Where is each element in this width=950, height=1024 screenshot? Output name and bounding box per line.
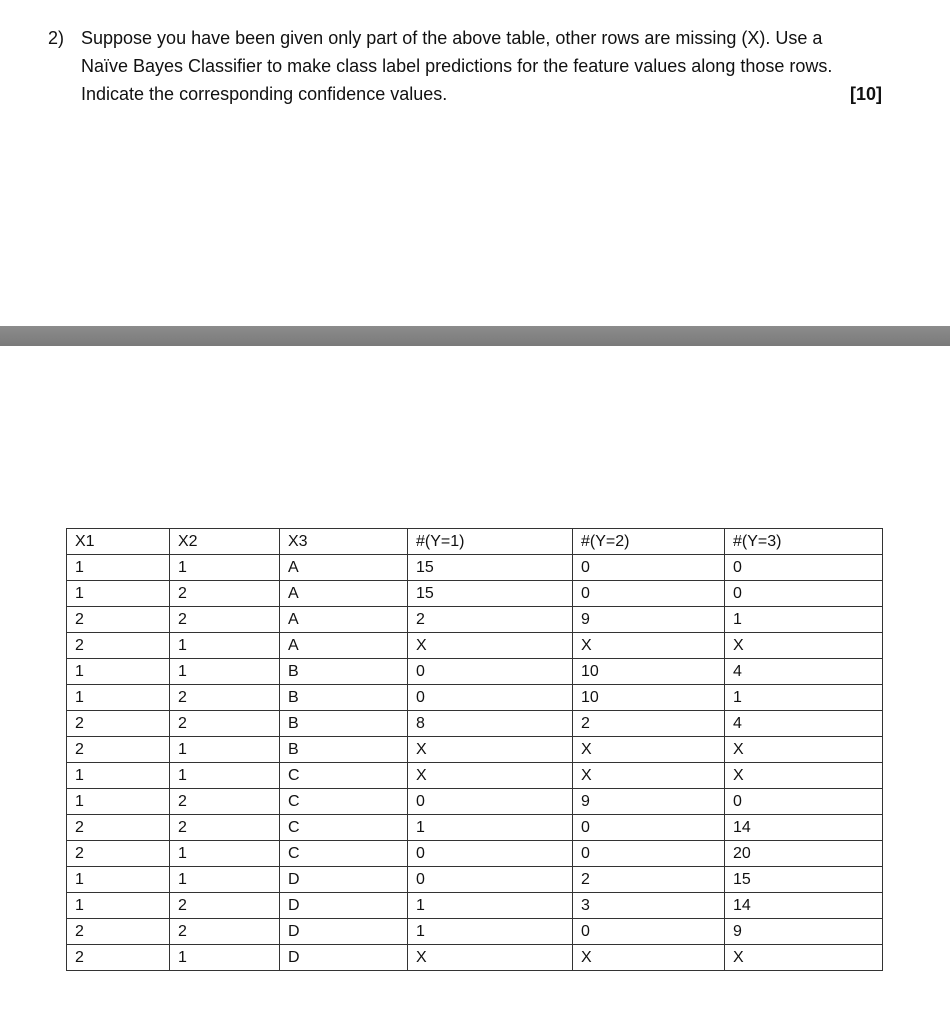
question-text-line-1: Suppose you have been given only part of the above table, other rows are missing (X). Use a <box>81 28 823 48</box>
table-body <box>67 555 883 971</box>
cell-x2: 2 <box>170 893 280 919</box>
cell-x3: A <box>280 555 408 581</box>
cell-x3: D <box>280 919 408 945</box>
cell-x2: 2 <box>170 607 280 633</box>
cell-count-y3: 4 <box>725 711 883 737</box>
cell-count-y3: 4 <box>725 659 883 685</box>
cell-x2: 1 <box>170 633 280 659</box>
cell-x3: C <box>280 763 408 789</box>
cell-x1: 1 <box>67 893 170 919</box>
header-x3: X3 <box>280 529 408 555</box>
table-row <box>67 555 883 581</box>
cell-count-y3: 14 <box>725 893 883 919</box>
header-count-y2: #(Y=2) <box>573 529 725 555</box>
cell-x2: 1 <box>170 555 280 581</box>
cell-x3: C <box>280 841 408 867</box>
table-row <box>67 659 883 685</box>
cell-count-y1: 0 <box>408 789 573 815</box>
table-header-row <box>67 529 883 555</box>
cell-x2: 2 <box>170 789 280 815</box>
cell-x1: 1 <box>67 789 170 815</box>
cell-count-y1: 0 <box>408 841 573 867</box>
header-x2: X2 <box>170 529 280 555</box>
cell-x2: 1 <box>170 763 280 789</box>
cell-x2: 2 <box>170 815 280 841</box>
cell-count-y2: X <box>573 633 725 659</box>
cell-x1: 2 <box>67 607 170 633</box>
cell-count-y3: 14 <box>725 815 883 841</box>
cell-x3: A <box>280 581 408 607</box>
cell-x1: 1 <box>67 581 170 607</box>
header-count-y3: #(Y=3) <box>725 529 883 555</box>
cell-x1: 2 <box>67 633 170 659</box>
cell-count-y1: X <box>408 945 573 971</box>
cell-x3: C <box>280 815 408 841</box>
table-row <box>67 893 883 919</box>
table-row <box>67 607 883 633</box>
cell-count-y2: 3 <box>573 893 725 919</box>
cell-count-y2: 0 <box>573 815 725 841</box>
cell-x2: 2 <box>170 711 280 737</box>
cell-count-y1: 2 <box>408 607 573 633</box>
cell-count-y3: X <box>725 945 883 971</box>
question-number: 2) <box>48 28 65 48</box>
cell-x1: 1 <box>67 659 170 685</box>
cell-count-y3: X <box>725 763 883 789</box>
cell-x2: 2 <box>170 581 280 607</box>
cell-x2: 2 <box>170 919 280 945</box>
cell-count-y1: 15 <box>408 581 573 607</box>
cell-count-y1: 1 <box>408 919 573 945</box>
cell-count-y2: X <box>573 737 725 763</box>
header-x1: X1 <box>67 529 170 555</box>
cell-x2: 1 <box>170 659 280 685</box>
cell-count-y2: 0 <box>573 555 725 581</box>
cell-x1: 2 <box>67 815 170 841</box>
cell-count-y1: X <box>408 737 573 763</box>
cell-count-y3: 15 <box>725 867 883 893</box>
cell-x3: D <box>280 945 408 971</box>
cell-count-y2: 0 <box>573 841 725 867</box>
cell-x3: A <box>280 607 408 633</box>
cell-count-y3: 1 <box>725 607 883 633</box>
table-row <box>67 685 883 711</box>
cell-count-y2: 10 <box>573 659 725 685</box>
table-row <box>67 841 883 867</box>
data-table <box>66 528 883 971</box>
cell-x1: 1 <box>67 685 170 711</box>
cell-x2: 1 <box>170 867 280 893</box>
cell-x1: 1 <box>67 867 170 893</box>
cell-count-y3: 0 <box>725 581 883 607</box>
section-divider <box>0 326 950 346</box>
question-marks: [10] <box>849 84 882 104</box>
table-row <box>67 867 883 893</box>
cell-x1: 2 <box>67 841 170 867</box>
cell-count-y1: 8 <box>408 711 573 737</box>
table-row <box>67 737 883 763</box>
question-text-line-2: Naïve Bayes Classifier to make class label predictions for the feature values along those rows. <box>81 56 833 76</box>
table-row <box>67 763 883 789</box>
cell-x2: 1 <box>170 737 280 763</box>
cell-x3: B <box>280 685 408 711</box>
table-row <box>67 945 883 971</box>
cell-count-y2: 2 <box>573 867 725 893</box>
cell-count-y1: 1 <box>408 893 573 919</box>
cell-count-y1: X <box>408 633 573 659</box>
table-row <box>67 633 883 659</box>
cell-count-y3: 20 <box>725 841 883 867</box>
cell-x3: D <box>280 867 408 893</box>
cell-x3: B <box>280 659 408 685</box>
cell-x3: C <box>280 789 408 815</box>
table-row <box>67 815 883 841</box>
cell-x1: 2 <box>67 711 170 737</box>
cell-count-y1: X <box>408 763 573 789</box>
cell-count-y2: 0 <box>573 581 725 607</box>
cell-x3: D <box>280 893 408 919</box>
table-row <box>67 919 883 945</box>
cell-count-y2: X <box>573 945 725 971</box>
cell-x1: 2 <box>67 919 170 945</box>
cell-x2: 1 <box>170 841 280 867</box>
cell-count-y2: 2 <box>573 711 725 737</box>
cell-count-y2: 9 <box>573 607 725 633</box>
cell-count-y2: X <box>573 763 725 789</box>
cell-count-y3: 1 <box>725 685 883 711</box>
cell-x1: 2 <box>67 737 170 763</box>
cell-x2: 2 <box>170 685 280 711</box>
table-row <box>67 711 883 737</box>
cell-count-y1: 0 <box>408 867 573 893</box>
cell-count-y3: 0 <box>725 789 883 815</box>
cell-count-y2: 9 <box>573 789 725 815</box>
table-row <box>67 789 883 815</box>
cell-count-y1: 15 <box>408 555 573 581</box>
cell-count-y2: 10 <box>573 685 725 711</box>
cell-count-y1: 1 <box>408 815 573 841</box>
cell-count-y3: X <box>725 633 883 659</box>
cell-x3: B <box>280 737 408 763</box>
cell-count-y1: 0 <box>408 659 573 685</box>
cell-count-y2: 0 <box>573 919 725 945</box>
cell-count-y1: 0 <box>408 685 573 711</box>
cell-x1: 1 <box>67 555 170 581</box>
header-count-y1: #(Y=1) <box>408 529 573 555</box>
cell-count-y3: 0 <box>725 555 883 581</box>
cell-count-y3: X <box>725 737 883 763</box>
cell-x3: A <box>280 633 408 659</box>
question-text-line-3: Indicate the corresponding confidence values. <box>81 84 448 104</box>
table-row <box>67 581 883 607</box>
cell-x3: B <box>280 711 408 737</box>
cell-x1: 1 <box>67 763 170 789</box>
cell-count-y3: 9 <box>725 919 883 945</box>
cell-x2: 1 <box>170 945 280 971</box>
cell-x1: 2 <box>67 945 170 971</box>
